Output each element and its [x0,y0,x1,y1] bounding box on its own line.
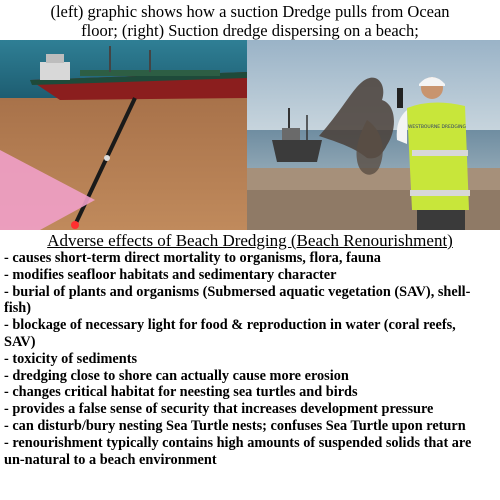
effect-line: - changes critical habitat for neesting sea turtles and birds [4,384,358,401]
effect-line: - dredging close to shore can actually cause more erosion [4,367,349,384]
caption-line-2: floor; (right) Suction dredge dispersing on a beach; [81,21,419,40]
dredge-graphic-image [0,40,247,230]
effect-line: - blockage of necessary light for food & reproduction in water (coral reefs, [4,317,456,334]
caption [0,2,500,40]
effect-line: - modifies seafloor habitats and sedimentary character [4,266,337,283]
effect-line: fish) [4,300,32,317]
effect-line: SAV) [4,333,36,350]
effect-line: - burial of plants and organisms (Submersed aquatic vegetation (SAV), shell- [4,283,471,300]
effects-list [4,250,498,468]
effect-line: - causes short-term direct mortality to organisms, flora, fauna [4,250,381,266]
effect-line: un-natural to a beach environment [4,451,217,468]
vest-text: WESTBOURNE DREDGING [407,125,467,130]
effect-line: - provides a false sense of security that increases development pressure [4,401,434,418]
effect-line: - toxicity of sediments [4,350,138,367]
effect-line: - can disturb/bury nesting Sea Turtle nests; confuses Sea Turtle upon return [4,417,466,434]
beach-dredge-photo [247,40,500,230]
caption-line-1: (left) graphic shows how a suction Dredge pulls from Ocean [50,2,450,21]
effects-heading: Adverse effects of Beach Dredging (Beach Renourishment) [47,231,453,250]
effect-line: - renourishment typically contains high amounts of suspended solids that are [4,434,472,451]
